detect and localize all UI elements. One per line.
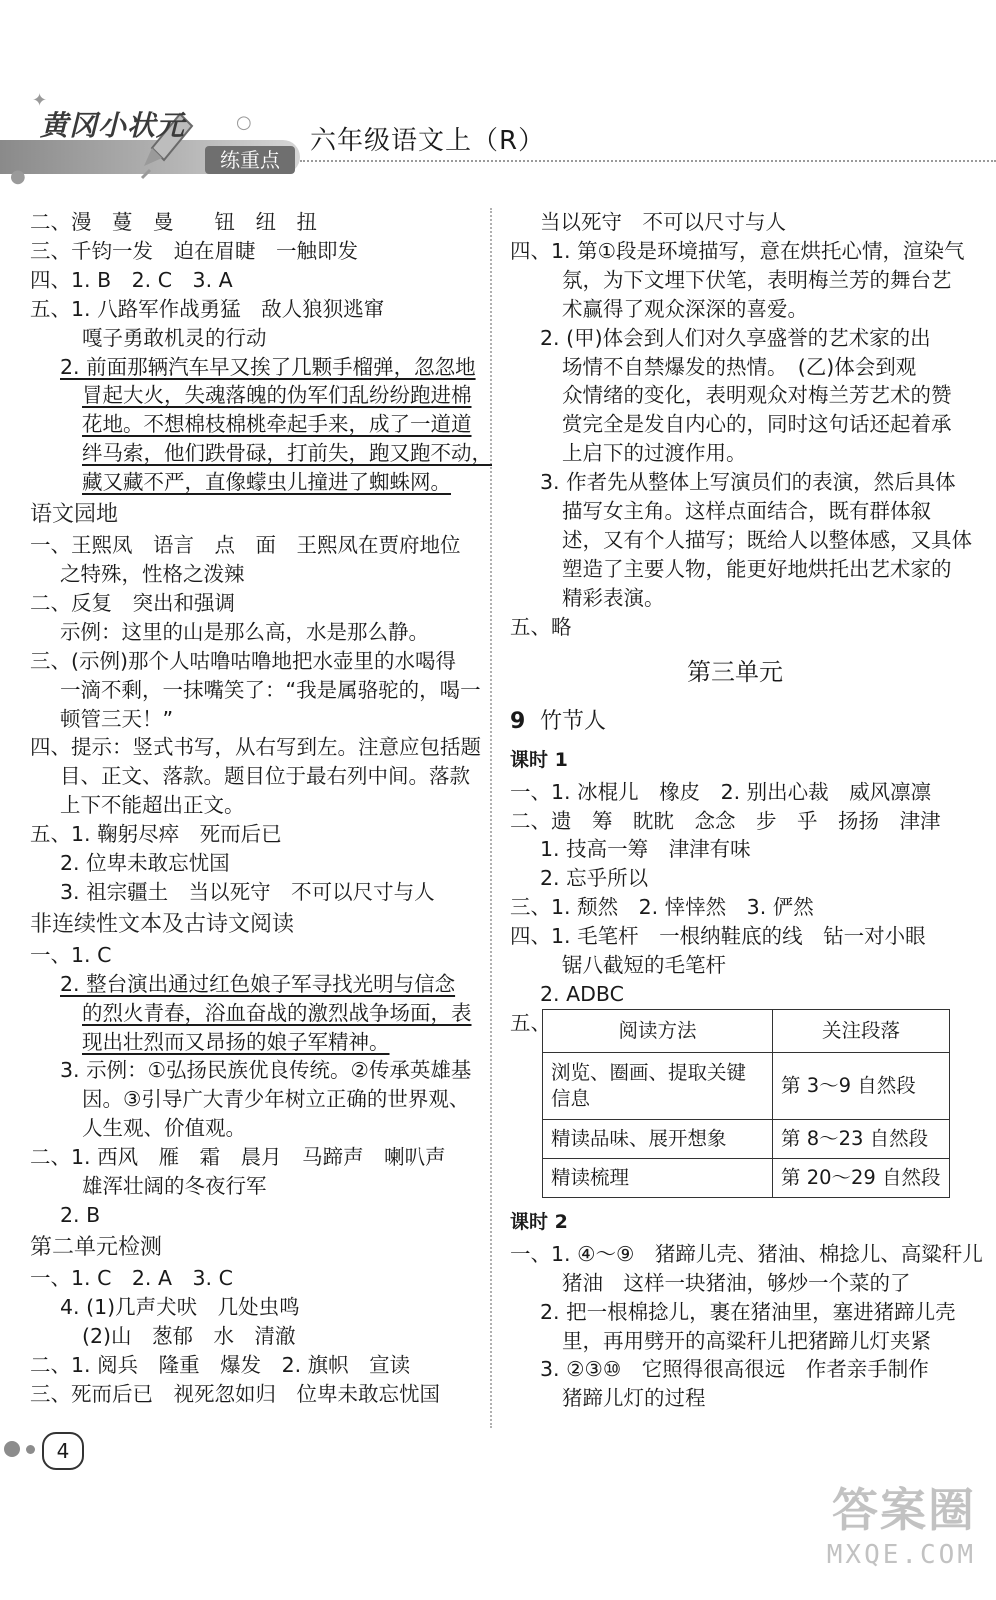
underlined-text: 冒起大火，失魂落魄的伪军们乱纷纷跑进棉 bbox=[82, 383, 472, 408]
answer-line: 嘎子勇敢机灵的行动 bbox=[82, 325, 267, 350]
answer-line: 2. 忘乎所以 bbox=[540, 866, 649, 891]
answer-line: 述，又有个人描写；既给人以整体感，又具体 bbox=[562, 527, 972, 552]
circle-icon: ○ bbox=[236, 112, 252, 133]
answer-line: 二、1. 阅兵 隆重 爆发 2. 旗帜 宣读 bbox=[30, 1352, 411, 1377]
period-heading: 课时 2 bbox=[510, 1210, 568, 1233]
page-dot-icon bbox=[26, 1445, 35, 1454]
underlined-text: 藏又藏不严，直像蠓虫儿撞进了蜘蛛网。 bbox=[82, 470, 451, 495]
answer-line: 三、(示例)那个人咕噜咕噜地把水壶里的水喝得 bbox=[30, 648, 456, 673]
answer-line: 一、1. C bbox=[30, 942, 112, 967]
reading-method-table bbox=[542, 1009, 950, 1198]
answer-line: 里，再用劈开的高粱秆儿把猪蹄儿灯夹紧 bbox=[562, 1328, 931, 1353]
answer-line: 三、1. 颓然 2. 悻悻然 3. 俨然 bbox=[510, 895, 814, 920]
answer-line: 2. 位卑未敢忘忧国 bbox=[60, 851, 230, 876]
table-row bbox=[543, 1158, 950, 1197]
answer-line: 一、1. ④～⑨ 猪蹄儿壳、猪油、棉捻儿、高粱秆儿 bbox=[510, 1241, 983, 1266]
table-cell: 第 20～29 自然段 bbox=[773, 1158, 950, 1197]
lesson-title: 竹节人 bbox=[540, 708, 607, 734]
answer-line: 顿管三天！” bbox=[60, 706, 174, 731]
answer-line: 之特殊，性格之泼辣 bbox=[60, 561, 245, 586]
answer-line bbox=[30, 410, 476, 439]
answer-line: 3. 作者先从整体上写演员们的表演，然后具体 bbox=[540, 470, 956, 495]
lesson-number: 9 bbox=[510, 708, 526, 734]
table-header-row bbox=[543, 1009, 950, 1052]
table-cell: 第 3～9 自然段 bbox=[773, 1052, 950, 1119]
answer-line bbox=[30, 970, 476, 999]
table-label: 五、 bbox=[510, 1010, 551, 1035]
answer-line: 2. 把一根棉捻儿，裹在猪油里，塞进猪蹄儿壳 bbox=[540, 1299, 956, 1324]
table-cell: 第 8～23 自然段 bbox=[773, 1119, 950, 1158]
answer-line: 一滴不剩，一抹嘴笑了：“我是属骆驼的，喝一 bbox=[60, 677, 481, 702]
reading-table-block bbox=[510, 1009, 960, 1198]
answer-line: 4. (1)几声犬吠 几处虫鸣 bbox=[60, 1294, 300, 1319]
header-rule bbox=[300, 160, 996, 162]
answer-line: 赏完全是发自内心的，同时这句话还起着承 bbox=[562, 412, 952, 437]
answer-line: 四、1. B 2. C 3. A bbox=[30, 267, 233, 292]
star-icon: ✦ bbox=[32, 90, 48, 111]
table-cell: 浏览、圈画、提取关键信息 bbox=[543, 1052, 773, 1119]
answer-line: 猪蹄儿灯的过程 bbox=[562, 1386, 706, 1411]
page-header bbox=[0, 0, 996, 200]
answer-line: 场情不自禁爆发的热情。 (乙)体会到观 bbox=[562, 354, 917, 379]
answer-line: 当以死守 不可以尺寸与人 bbox=[540, 210, 786, 234]
left-column bbox=[30, 208, 492, 1408]
book-title: 六年级语文上（R） bbox=[310, 126, 546, 156]
answer-line bbox=[30, 1028, 476, 1057]
underlined-text: 绊马索，他们跌骨碌，打前失，跑又跑不动， bbox=[82, 441, 492, 466]
watermark-url: MXQE.COM bbox=[826, 1540, 976, 1570]
underlined-text: 现出壮烈而又昂扬的娘子军精神。 bbox=[82, 1029, 390, 1054]
answer-block-unit2-end bbox=[510, 208, 972, 642]
table-row bbox=[543, 1052, 950, 1119]
answer-line: 因。③引导广大青少年树立正确的世界观、 bbox=[82, 1087, 470, 1112]
answer-line: 雄浑壮阔的冬夜行军 bbox=[82, 1174, 267, 1199]
answer-line: 1. 技高一筹 津津有味 bbox=[540, 837, 751, 862]
answer-line: 上下不能超出正文。 bbox=[60, 793, 245, 818]
brand-sub-label: 练重点 bbox=[205, 146, 295, 174]
page-dot-icon bbox=[4, 1441, 20, 1457]
section-heading: 语文园地 bbox=[30, 502, 119, 528]
answer-block-period2 bbox=[510, 1240, 983, 1413]
answer-line: 氛，为下文埋下伏笔，表明梅兰芳的舞台艺 bbox=[562, 267, 952, 292]
answer-line: 2. B bbox=[60, 1203, 101, 1227]
answer-line bbox=[30, 381, 476, 410]
answer-line: 塑造了主要人物，能更好地烘托出艺术家的 bbox=[562, 556, 952, 581]
answer-line: 2. (甲)体会到人们对久享盛誉的艺术家的出 bbox=[540, 325, 931, 350]
answer-line: 精彩表演。 bbox=[562, 585, 665, 610]
answer-line: 2. ADBC bbox=[540, 981, 624, 1006]
answer-line: 五、1. 鞠躬尽瘁 死而后已 bbox=[30, 822, 282, 847]
brand-logo: 黄冈小状元 bbox=[40, 109, 186, 142]
period-heading: 课时 1 bbox=[510, 748, 568, 771]
answer-line: 锯八截短的毛笔杆 bbox=[562, 953, 726, 978]
answer-line: 3. 示例：①弘扬民族优良传统。②传承英雄基 bbox=[60, 1058, 472, 1083]
answer-line bbox=[30, 468, 476, 497]
section-heading: 第二单元检测 bbox=[30, 1234, 163, 1260]
answer-line bbox=[30, 999, 476, 1028]
answer-line: 人生观、价值观。 bbox=[82, 1116, 246, 1141]
unit-title: 第三单元 bbox=[687, 657, 783, 686]
answer-line: 目、正文、落款。题目位于最右列中间。落款 bbox=[60, 764, 470, 789]
answer-line: 四、提示：竖式书写，从右写到左。注意应包括题 bbox=[30, 735, 481, 760]
answer-line: 四、1. 第①段是环境描写，意在烘托心情，渲染气 bbox=[510, 238, 965, 263]
answer-line bbox=[30, 353, 476, 382]
underlined-text: 花地。不想棉枝棉桃牵起手来，成了一道道 bbox=[82, 412, 472, 437]
answer-line: 三、千钧一发 迫在眉睫 一触即发 bbox=[30, 238, 358, 263]
answer-line bbox=[30, 439, 492, 468]
answer-line: 示例：这里的山是那么高，水是那么静。 bbox=[60, 619, 429, 644]
right-column bbox=[510, 208, 983, 1413]
answer-line: 猪油 这样一块猪油，够炒一个菜的了 bbox=[562, 1270, 911, 1295]
answer-line: (2)山 葱郁 水 清澈 bbox=[82, 1323, 296, 1348]
lesson-heading bbox=[510, 702, 960, 742]
section-heading: 非连续性文本及古诗文阅读 bbox=[30, 911, 295, 937]
answer-line: 众情绪的变化，表明观众对梅兰芳艺术的赞 bbox=[562, 383, 952, 408]
answer-line: 五、1. 八路军作战勇猛 敌人狼狈逃窜 bbox=[30, 296, 385, 321]
answer-line: 四、1. 毛笔杆 一根纳鞋底的线 钻一对小眼 bbox=[510, 924, 926, 949]
table-row bbox=[543, 1119, 950, 1158]
answer-line: 二、1. 西风 雁 霜 晨月 马蹄声 喇叭声 bbox=[30, 1145, 446, 1170]
answer-line: 三、死而后已 视死忽如归 位卑未敢忘忧国 bbox=[30, 1381, 440, 1406]
answer-line: 五、略 bbox=[510, 614, 572, 639]
dot-icon: ● bbox=[10, 166, 26, 187]
answer-line: 上启下的过渡作用。 bbox=[562, 441, 747, 466]
underlined-text: 的烈火青春，浴血奋战的激烈战争场面，表 bbox=[82, 1000, 472, 1025]
answer-line: 3. ②③⑩ 它照得很高很远 作者亲手制作 bbox=[540, 1357, 929, 1382]
answer-line: 二、反复 突出和强调 bbox=[30, 590, 235, 615]
answer-line: 二、漫 蔓 曼 钮 纽 扭 bbox=[30, 210, 317, 234]
underlined-text: 2. 前面那辆汽车早又挨了几颗手榴弹，忽忽地 bbox=[60, 354, 476, 379]
answer-line: 描写女主角。这样点面结合，既有群体叙 bbox=[562, 499, 931, 524]
table-header-cell: 阅读方法 bbox=[543, 1009, 773, 1052]
underlined-text: 2. 整台演出通过红色娘子军寻找光明与信念 bbox=[60, 971, 456, 996]
answer-line: 一、1. C 2. A 3. C bbox=[30, 1265, 233, 1290]
table-cell: 精读品味、展开想象 bbox=[543, 1119, 773, 1158]
answer-line: 术赢得了观众深深的喜爱。 bbox=[562, 296, 808, 321]
page-number: 4 bbox=[42, 1432, 84, 1470]
watermark-title: 答案圈 bbox=[832, 1483, 976, 1537]
answer-line: 一、1. 冰棍儿 橡皮 2. 别出心裁 威风凛凛 bbox=[510, 779, 932, 804]
answer-line: 3. 祖宗疆土 当以死守 不可以尺寸与人 bbox=[60, 879, 435, 904]
site-watermark bbox=[827, 1474, 976, 1570]
answer-line: 一、王熙凤 语言 点 面 王熙凤在贾府地位 bbox=[30, 533, 461, 558]
answer-line: 二、遗 筹 眈眈 念念 步 乎 扬扬 津津 bbox=[510, 808, 941, 833]
table-cell: 精读梳理 bbox=[543, 1158, 773, 1197]
column-divider bbox=[490, 208, 492, 1428]
answer-block-period1 bbox=[510, 778, 960, 1009]
table-header-cell: 关注段落 bbox=[773, 1009, 950, 1052]
